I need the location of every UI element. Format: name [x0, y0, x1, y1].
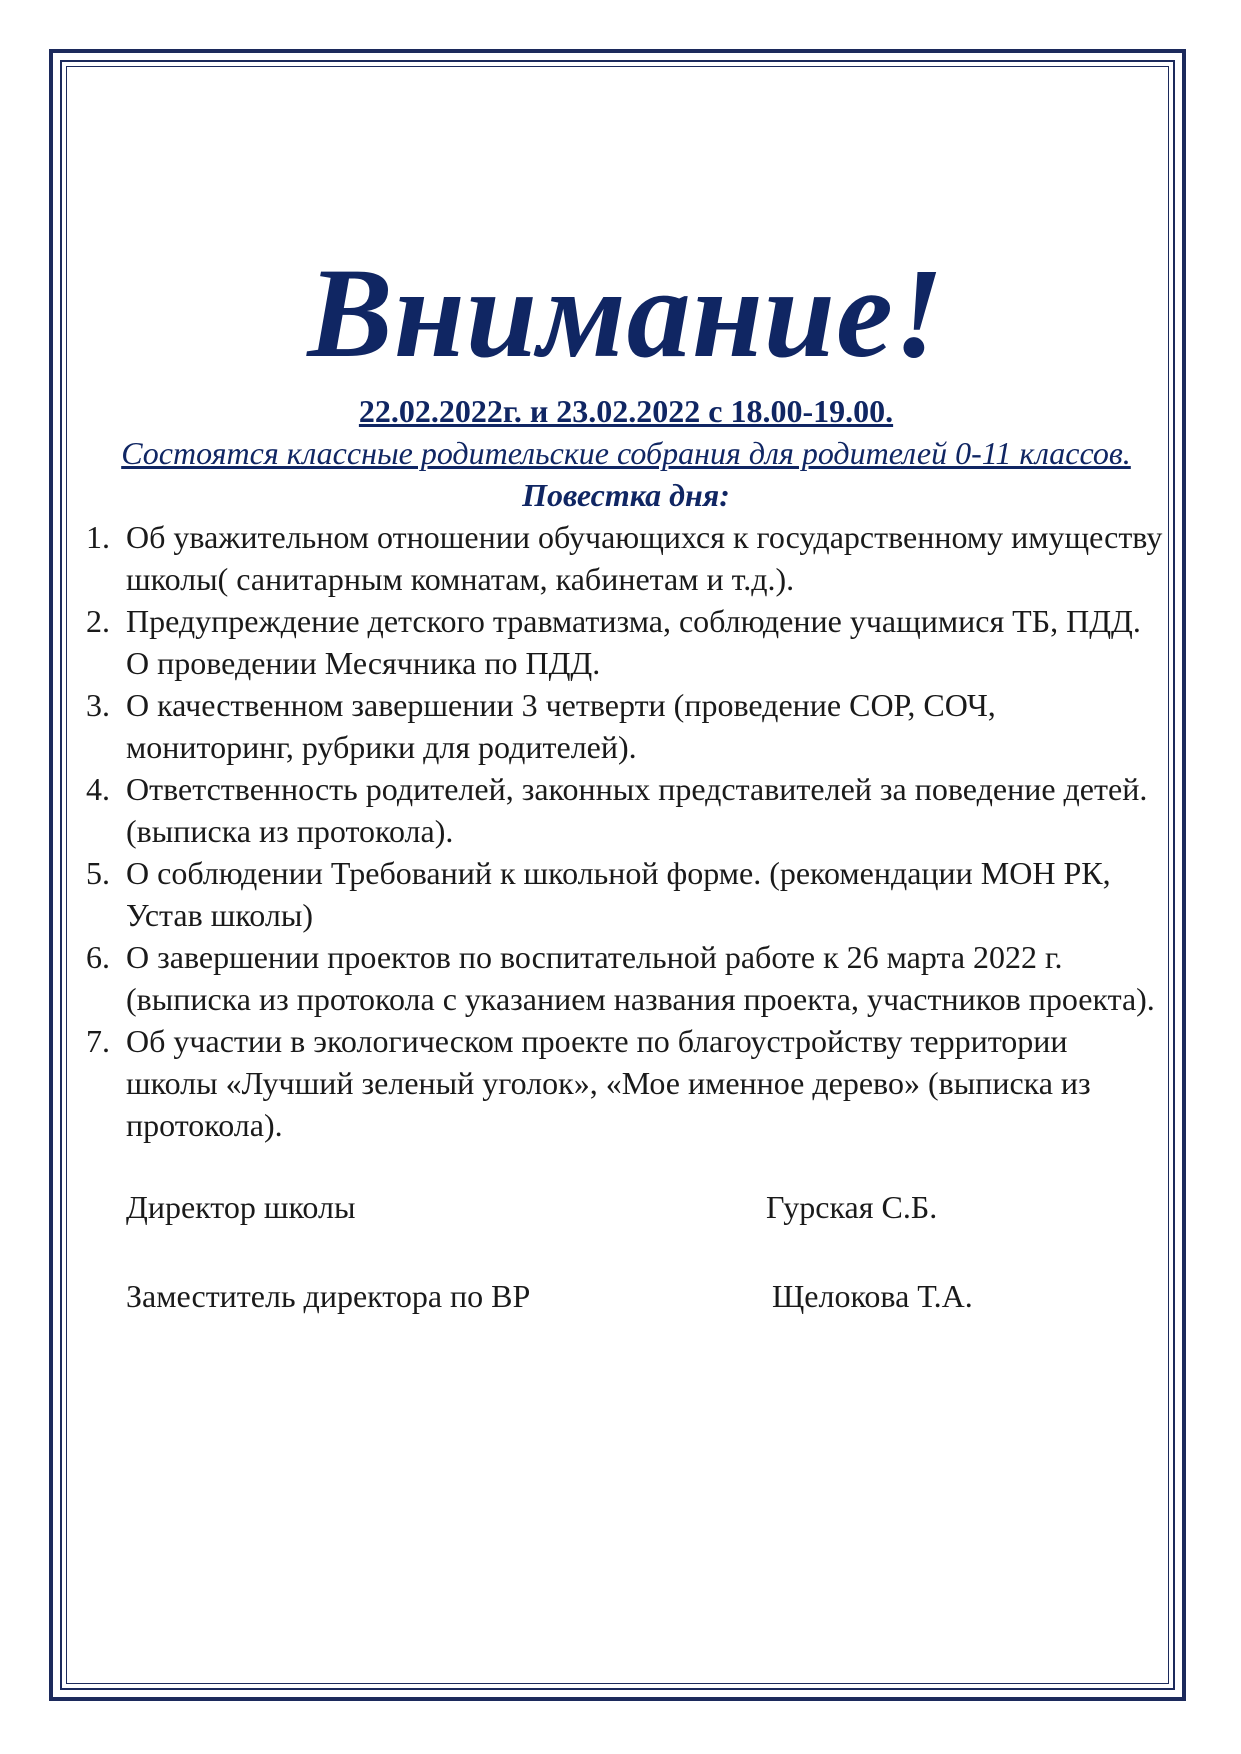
- agenda-item-text: Ответственность родителей, законных представителей за поведение детей. (выписка из протокола).: [126, 771, 1148, 849]
- agenda-item-number: 3.: [86, 687, 110, 723]
- signature-name: Гурская С.Б.: [766, 1189, 938, 1225]
- signature-name: Щелокова Т.А.: [772, 1278, 973, 1314]
- agenda-item-number: 1.: [86, 519, 110, 555]
- agenda-item-number: 4.: [86, 771, 110, 807]
- page-title: Внимание!: [307, 242, 945, 384]
- agenda-item-text: Об участии в экологическом проекте по благоустройству территории школы «Лучший зеленый уголок», «Мое именное дерево» (выписка из протокола).: [126, 1023, 1091, 1143]
- meeting-description: Состоятся классные родительские собрания для родителей 0-11 классов.: [121, 435, 1131, 471]
- agenda-item: [86, 1020, 1166, 1146]
- agenda-item-number: 6.: [86, 939, 110, 975]
- agenda-item-text: О соблюдении Требований к школьной форме. (рекомендации МОН РК, Устав школы): [126, 855, 1111, 933]
- agenda-item-number: 7.: [86, 1023, 110, 1059]
- agenda-item: [86, 852, 1166, 936]
- agenda-item-number: 5.: [86, 855, 110, 891]
- signatures-block: [86, 1186, 1166, 1356]
- agenda-item-text: Об уважительном отношении обучающихся к государственному имуществу школы( санитарным комнатам, кабинетам и т.д.).: [126, 519, 1163, 597]
- meeting-dates: 22.02.2022г. и 23.02.2022 с 18.00-19.00.: [358, 393, 894, 429]
- agenda-item-text: О завершении проектов по воспитательной работе к 26 марта 2022 г.(выписка из протокола с указанием названия проекта, участников проекта).: [126, 939, 1155, 1017]
- agenda-item-text: Предупреждение детского травматизма, соблюдение учащимися ТБ, ПДД. О проведении Месячника по ПДД.: [126, 603, 1141, 681]
- signature-role: Заместитель директора по ВР: [126, 1278, 531, 1314]
- agenda-item-text: О качественном завершении 3 четверти (проведение СОР, СОЧ, мониторинг, рубрики для родителей).: [126, 687, 996, 765]
- agenda-list: [86, 516, 1166, 1146]
- agenda-item-number: 2.: [86, 603, 110, 639]
- agenda-item: [86, 516, 1166, 600]
- notice-content: [86, 238, 1166, 1356]
- agenda-item: [86, 936, 1166, 1020]
- agenda-item: [86, 600, 1166, 684]
- agenda-item: [86, 768, 1166, 852]
- agenda-item: [86, 684, 1166, 768]
- agenda-heading: Повестка дня:: [522, 477, 730, 513]
- signature-role: Директор школы: [126, 1189, 356, 1225]
